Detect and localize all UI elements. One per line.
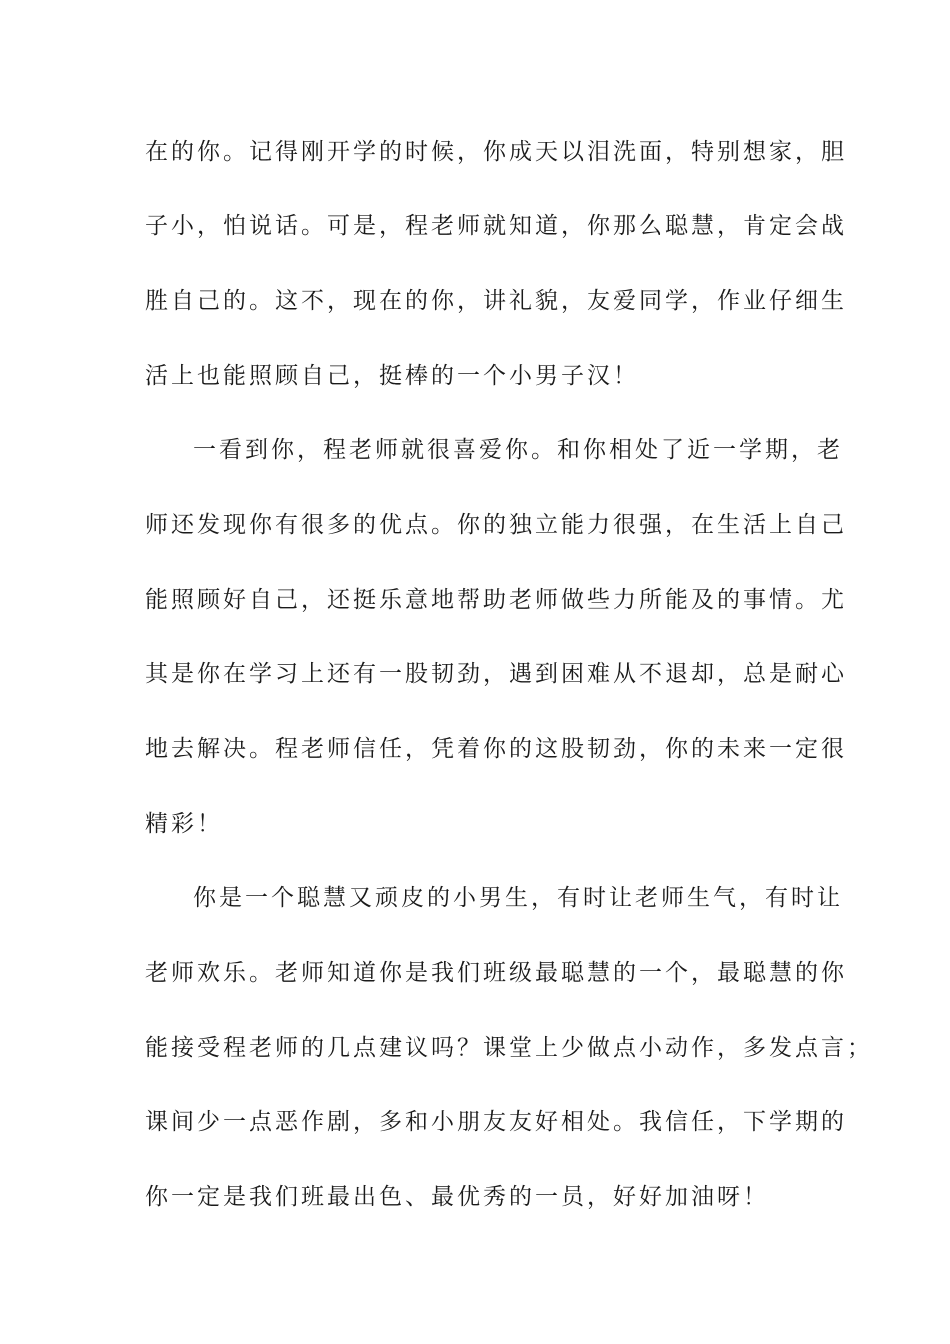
text-line: 师还发现你有很多的优点。你的独立能力很强，在生活上自己	[145, 512, 847, 538]
text-line: 精彩！	[145, 811, 223, 837]
text-line: 能照顾好自己，还挺乐意地帮助老师做些力所能及的事情。尤	[145, 587, 847, 613]
text-line: 活上也能照顾自己，挺棒的一个小男子汉！	[145, 363, 639, 389]
text-line: 子小，怕说话。可是，程老师就知道，你那么聪慧，肯定会战	[145, 213, 847, 239]
text-line: 胜自己的。这不，现在的你，讲礼貌，友爱同学，作业仔细生	[145, 288, 847, 314]
text-line: 地去解决。程老师信任，凭着你的这股韧劲，你的未来一定很	[145, 736, 847, 762]
text-line: 课间少一点恶作剧，多和小朋友友好相处。我信任，下学期的	[145, 1109, 847, 1135]
text-line: 老师欢乐。老师知道你是我们班级最聪慧的一个，最聪慧的你	[145, 960, 847, 986]
paragraph-first-line: 你是一个聪慧又顽皮的小男生，有时让老师生气，有时让	[193, 885, 843, 911]
text-line: 在的你。记得刚开学的时候，你成天以泪洗面，特别想家，胆	[145, 139, 847, 165]
paragraph-first-line: 一看到你，程老师就很喜爱你。和你相处了近一学期，老	[193, 437, 843, 463]
text-line: 你一定是我们班最出色、最优秀的一员，好好加油呀！	[145, 1184, 769, 1210]
text-line: 能接受程老师的几点建议吗？课堂上少做点小动作，多发点言；	[145, 1035, 873, 1061]
text-line: 其是你在学习上还有一股韧劲，遇到困难从不退却，总是耐心	[145, 661, 847, 687]
